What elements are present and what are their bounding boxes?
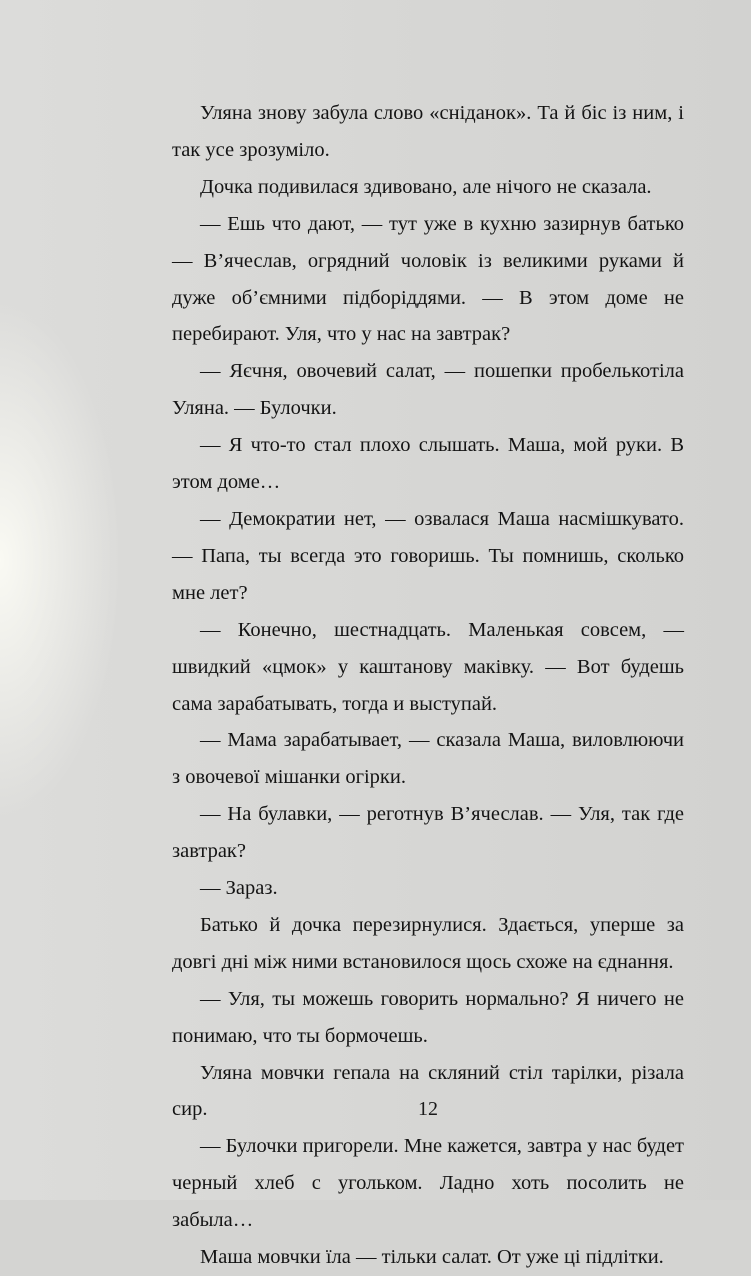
paragraph: — Демократии нет, — озвалася Маша насмішкувато. — Папа, ты всегда это говоришь. Ты помнишь, сколько мне лет?	[172, 507, 684, 604]
paragraph: Уляна знову забула слово «сніданок». Та й біс із ним, і так усе зрозуміло.	[172, 102, 684, 161]
paragraph: — Конечно, шестнадцать. Маленькая совсем, — швидкий «цмок» у каштанову маківку. — Вот будешь сама зарабатывать, тогда и выступай.	[172, 618, 684, 715]
paragraph: — Яєчня, овочевий салат, — пошепки пробелькотіла Уляна. — Булочки.	[172, 360, 684, 420]
paragraph: — Уля, ты можешь говорить нормально? Я ничего не понимаю, что ты бормочешь.	[172, 987, 684, 1047]
page-number: 12	[418, 1098, 438, 1120]
paragraph: — Я что-то стал плохо слышать. Маша, мой руки. В этом доме…	[172, 434, 684, 494]
paragraph: — Зараз.	[200, 877, 278, 900]
paragraph: Маша мовчки їла — тільки салат. От уже ці підлітки.	[200, 1246, 664, 1269]
paragraph: Батько й дочка перезирнулися. Здається, уперше за довгі дні між ними встановилося щось схоже на єднання.	[172, 913, 684, 973]
paragraph: — На булавки, — реготнув В’ячеслав. — Уля, так где завтрак?	[172, 803, 684, 863]
paragraph: — Мама зарабатывает, — сказала Маша, виловлюючи з овочевої мішанки огірки.	[172, 729, 684, 789]
paragraph: Уляна мовчки гепала на скляний стіл тарілки, різала сир.	[172, 1061, 684, 1121]
paragraph: — Булочки пригорели. Мне кажется, завтра у нас будет черный хлеб с угольком. Ладно хоть посолить не забыла…	[172, 1135, 684, 1232]
paragraph: — Ешь что дают, — тут уже в кухню зазирнув батько — В’ячеслав, огрядний чоловік із великими руками й дуже об’ємними підборіддями. — В этом доме не перебирают. Уля, что у нас на завтрак?	[172, 212, 684, 346]
paragraph: Дочка подивилася здивовано, але нічого не сказала.	[200, 175, 652, 198]
